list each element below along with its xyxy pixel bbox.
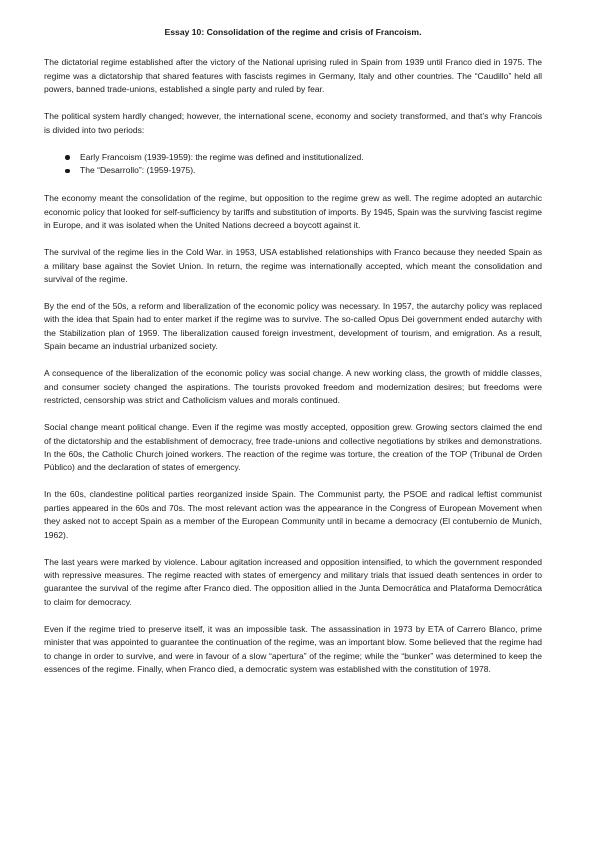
paragraph-clandestine-parties: In the 60s, clandestine political parties reorganized inside Spain. The Communist party, the PSOE and radical leftist communist parties appeared in the 60s and 70s. The most relevant action was the appearance in the Congress of European Movement when they asked not to accept Spain as a member of the European Community until in became a democracy (El contubernio de Munich, 1962). xyxy=(44,489,542,540)
periods-list xyxy=(44,151,542,178)
paragraph-periods-intro: The political system hardly changed; however, the international scene, economy and society transformed, and that’s why Francois is divided into two periods: xyxy=(44,111,542,135)
paragraph-political-change: Social change meant political change. Even if the regime was mostly accepted, opposition grew. Growing sectors claimed the end of the dictatorship and the establishment of democracy, free trade-unions and collective negotiations by strikes and demonstrations. In the 60s, the Catholic Church joined workers. The reaction of the regime was torture, the creation of the TOP (Tribunal de Orden Público) and the declaration of states of emergency. xyxy=(44,422,542,473)
paragraph-economy: The economy meant the consolidation of the regime, but opposition to the regime grew as well. The regime adopted an autarchic economic policy that looked for self-sufficiency by tariffs and substitution of imports. By 1945, Spain was the surviving fascist regime in Europe, and it was isolated when the United Nations decreed a boycott against it. xyxy=(44,193,543,231)
paragraph-intro: The dictatorial regime established after the victory of the National uprising ruled in Spain from 1939 until Franco died in 1975. The regime was a dictatorship that shared features with fascists regimes in Germany, Italy and other countries. The “Caudillo” held all powers, banned trade-unions, established a single party and ruled by fear. xyxy=(44,57,542,95)
list-item xyxy=(65,164,542,177)
essay-title: Essay 10: Consolidation of the regime and crisis of Francoism. xyxy=(164,27,422,37)
list-item xyxy=(65,151,542,164)
list-item-text: Early Francoism (1939-1959): the regime was defined and institutionalized. xyxy=(80,151,364,162)
paragraph-social-change: A consequence of the liberalization of the economic policy was social change. A new working class, the growth of middle classes, and consumer society changed the aspirations. The tourists provoked freedom and modernization desires; but freedoms were restricted, censorship was strict and Catholicism values and morals continued. xyxy=(44,368,542,406)
paragraph-cold-war: The survival of the regime lies in the Cold War. in 1953, USA established relationships with Franco because they needed Spain as a military base against the Soviet Union. In return, the regime was internationally accepted, which meant the consolidation and survival of the regime. xyxy=(44,247,542,285)
bullet-icon xyxy=(65,169,70,174)
list-item-text: The “Desarrollo”: (1959-1975). xyxy=(80,165,196,176)
paragraph-conclusion: Even if the regime tried to preserve itself, it was an impossible task. The assassination in 1973 by ETA of Carrero Blanco, prime minister that was appointed to guarantee the continuation of the regime, was an important blow. Some believed that the regime had to change in order to survive, and were in favour of a slow “apertura” of the regime; while the “bunker” was determined to keep the essences of the regime. Finally, when Franco died, a democratic system was established with the constitution of 1978. xyxy=(44,623,542,674)
bullet-icon xyxy=(65,155,70,160)
paragraph-liberalization: By the end of the 50s, a reform and liberalization of the economic policy was necessary. In 1957, the autarchy policy was replaced with the idea that Spain had to enter market if the regime was to survive. The so-called Opus Dei government ended autarchy with the Stabilization plan of 1959. The liberalization caused foreign investment, development of tourism, and emigration. As a result, Spain became an industrial urbanized society. xyxy=(44,301,542,352)
paragraph-last-years: The last years were marked by violence. Labour agitation increased and opposition intensified, to which the government responded with repressive measures. The regime reacted with states of emergency and military trials that issued death sentences in order to guarantee the survival of the regime after Franco died. The opposition allied in the Junta Democrática and Plataforma Democrática to claim for democracy. xyxy=(44,556,542,607)
